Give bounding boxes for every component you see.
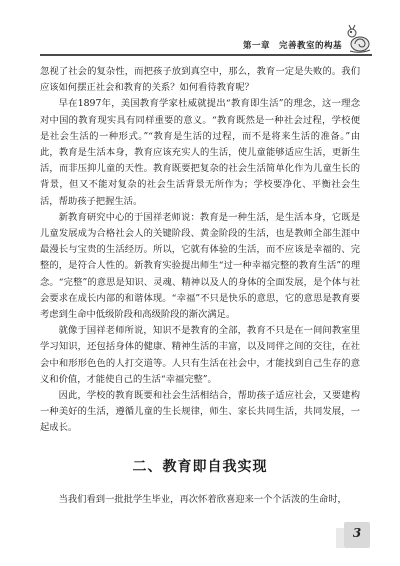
paragraph-1: 忽视了社会的复杂性，而把孩子放到真空中，那么，教育一定是失败的。我们应该如何摆正社会和教育的关系？如何看待教育呢？ <box>40 66 360 94</box>
chapter-title: 第一章 完善教室的构基 <box>242 41 342 51</box>
section-first-line: 当我们看到一批批学生毕业，再次怀着欣喜迎来一个个活泼的生命时， <box>58 494 347 505</box>
page-number: 3 <box>352 526 362 540</box>
snail-mascot-icon <box>346 24 372 54</box>
paragraph-3: 新教育研究中心的于国祥老师说：教育是一种生活，是生活本身，它既是儿童发展成为合格社会人的关键阶段、黄金阶段的生活，也是教师全部生涯中最漫长与宝贵的生活经历。所以，它就有体验的生活，而不应该是幸福的、完整的，是符合人性的。新教育实验提出师生“过一种幸福完整的教育生活”的理念。“完整”的意思是知识、灵魂、精神以及人的身体的全面发展，是个体与社会要求在成长内部的和谐体现。“幸福”不只是快乐的意思，它的意思是教育要考虑到生命中低级阶段和高级阶段的渐次满足。 <box>40 211 360 321</box>
header-rule <box>40 54 372 56</box>
paragraph-4: 就像于国祥老师所说，知识不是教育的全部，教育不只是在一间间教室里学习知识，还包括身体的健康、精神生活的丰富，以及同伴之间的交往，在社会中和形形色色的人打交道等。人只有生活在社会中，才能找到自己生存的意义和价值，才能使自己的生活“幸福完整”。 <box>40 325 360 385</box>
body-text <box>40 64 360 437</box>
running-header <box>40 38 372 56</box>
page-number-box <box>344 522 370 548</box>
paragraph-5: 因此，学校的教育既要和社会生活相结合，帮助孩子适应社会，又要建构一种美好的生活，遵循儿童的生长规律，师生、家长共同生活，共同发展，一起成长。 <box>40 390 360 434</box>
paragraph-2: 早在1897年，美国教育学家杜威就提出“教育即生活”的理念，这一理念对中国的教育现实具有同样重要的意义。“教育既然是一种社会过程，学校便是社会生活的一种形式。”“教育是生活的过程，而不是将来生活的准备。”由此，教育是生活本身，教育应该充实人的生活，使儿童能够适应生活，更新生活，而非压抑儿童的天性。教育既要把复杂的社会生活简单化作为儿童生长的背景，但又不能对复杂的社会生活背景无所作为；学校要净化、平衡社会生活，帮助孩子把握生活。 <box>40 98 360 207</box>
section-heading: 二、教育即自我实现 <box>132 459 268 475</box>
